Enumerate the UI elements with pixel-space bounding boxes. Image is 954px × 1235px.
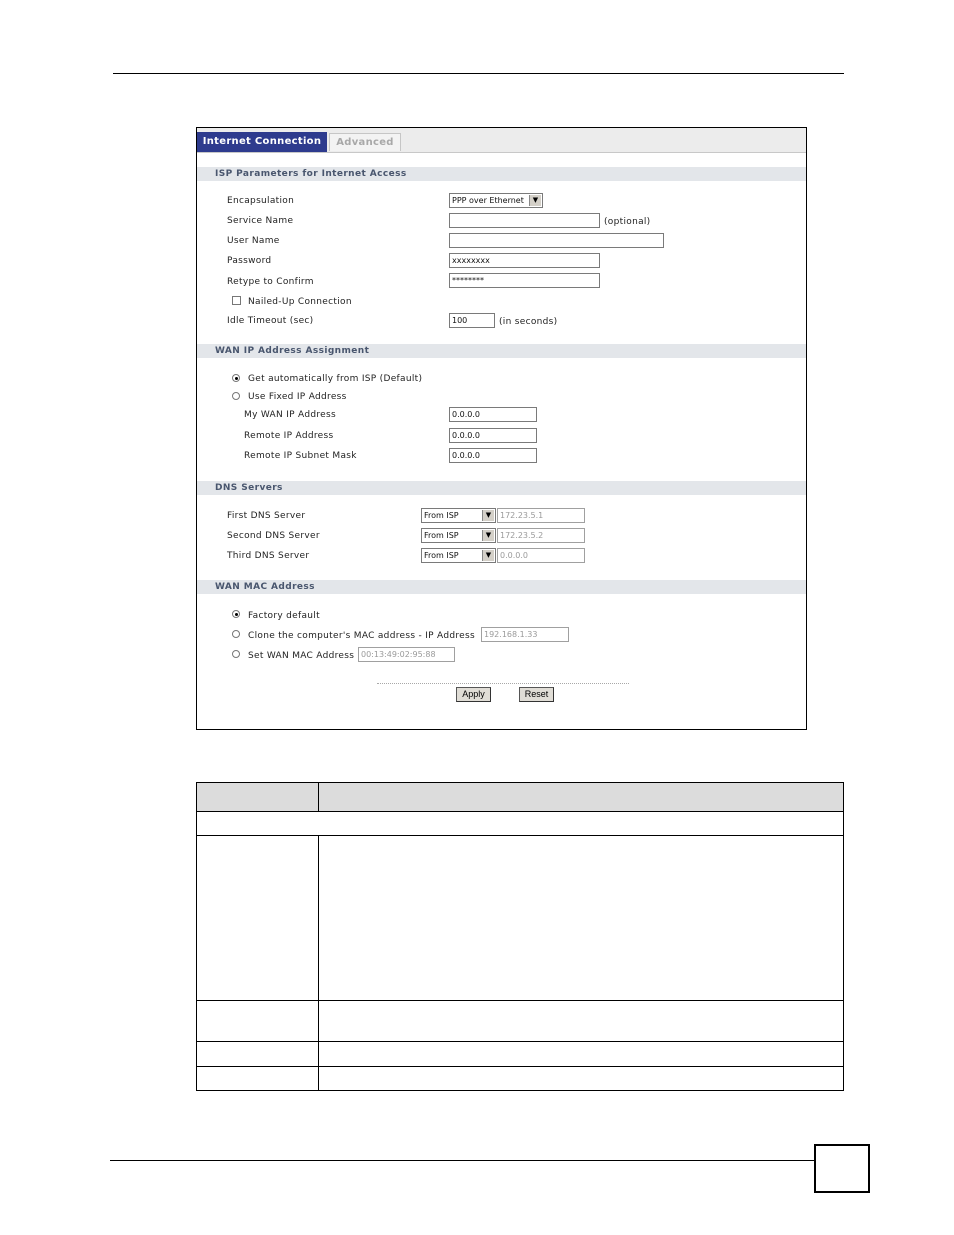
second-dns-mode-value: From ISP [424,531,459,540]
remote-mask-label: Remote IP Subnet Mask [244,451,357,461]
section-dns: DNS Servers [197,480,806,495]
encapsulation-select[interactable] [449,193,543,208]
table-row-divider [197,1000,843,1001]
table-row-divider [197,1066,843,1067]
third-dns-input[interactable]: 0.0.0.0 [497,548,585,563]
first-dns-mode-select[interactable] [421,508,496,523]
user-name-label: User Name [227,236,280,246]
remote-ip-label: Remote IP Address [244,431,334,441]
chevron-down-icon: ▼ [529,195,541,206]
table-header-row [197,783,843,812]
chevron-down-icon: ▼ [482,510,494,521]
nailed-up-label: Nailed-Up Connection [248,297,352,307]
section-wan-ip: WAN IP Address Assignment [197,343,806,358]
table-row-divider [197,1041,843,1042]
auto-ip-label: Get automatically from ISP (Default) [248,374,423,384]
idle-timeout-unit: (in seconds) [499,317,558,327]
description-table [196,782,844,1091]
encapsulation-value: PPP over Ethernet [452,196,524,205]
second-dns-mode-select[interactable] [421,528,496,543]
second-dns-label: Second DNS Server [227,531,320,541]
user-name-input[interactable] [449,233,664,248]
retype-label: Retype to Confirm [227,277,314,287]
factory-default-label: Factory default [248,611,320,621]
set-mac-radio[interactable] [232,650,240,658]
clone-mac-radio[interactable] [232,630,240,638]
third-dns-mode-select[interactable] [421,548,496,563]
table-row-divider [197,835,843,836]
remote-mask-input[interactable]: 0.0.0.0 [449,448,537,463]
idle-timeout-label: Idle Timeout (sec) [227,316,314,326]
tab-bar [197,128,806,153]
factory-default-radio[interactable] [232,610,240,618]
section-isp-parameters: ISP Parameters for Internet Access [197,166,806,181]
password-label: Password [227,256,272,266]
tab-internet-connection[interactable]: Internet Connection [197,132,327,152]
optional-note: (optional) [604,217,651,227]
internet-connection-screenshot [196,127,807,730]
third-dns-mode-value: From ISP [424,551,459,560]
service-name-label: Service Name [227,216,294,226]
first-dns-input[interactable]: 172.23.5.1 [497,508,585,523]
set-mac-input[interactable]: 00:13:49:02:95:88 [358,647,455,662]
encapsulation-label: Encapsulation [227,196,295,206]
tab-advanced[interactable]: Advanced [329,133,401,151]
clone-ip-input[interactable]: 192.168.1.33 [481,627,569,642]
my-wan-ip-label: My WAN IP Address [244,410,336,420]
third-dns-label: Third DNS Server [227,551,310,561]
service-name-input[interactable] [449,213,600,228]
footer-rule [110,1160,815,1161]
table-column-divider [318,836,319,1090]
auto-ip-radio[interactable] [232,374,240,382]
section-wan-mac: WAN MAC Address [197,579,806,594]
fixed-ip-label: Use Fixed IP Address [248,392,347,402]
set-mac-label: Set WAN MAC Address [248,651,355,661]
chevron-down-icon: ▼ [482,530,494,541]
password-input[interactable]: xxxxxxxx [449,253,600,268]
retype-input[interactable]: ******** [449,273,600,288]
button-divider [377,683,629,684]
first-dns-label: First DNS Server [227,511,306,521]
page-number-box [814,1144,870,1193]
remote-ip-input[interactable]: 0.0.0.0 [449,428,537,443]
second-dns-input[interactable]: 172.23.5.2 [497,528,585,543]
first-dns-mode-value: From ISP [424,511,459,520]
chevron-down-icon: ▼ [482,550,494,561]
nailed-up-checkbox[interactable] [232,296,241,305]
reset-button[interactable]: Reset [519,687,554,702]
table-header-divider [318,783,319,811]
idle-timeout-input[interactable]: 100 [449,313,495,328]
my-wan-ip-input[interactable]: 0.0.0.0 [449,407,537,422]
header-rule [113,73,844,74]
clone-mac-label: Clone the computer's MAC address - IP Address [248,631,475,641]
fixed-ip-radio[interactable] [232,392,240,400]
apply-button[interactable]: Apply [456,687,491,702]
